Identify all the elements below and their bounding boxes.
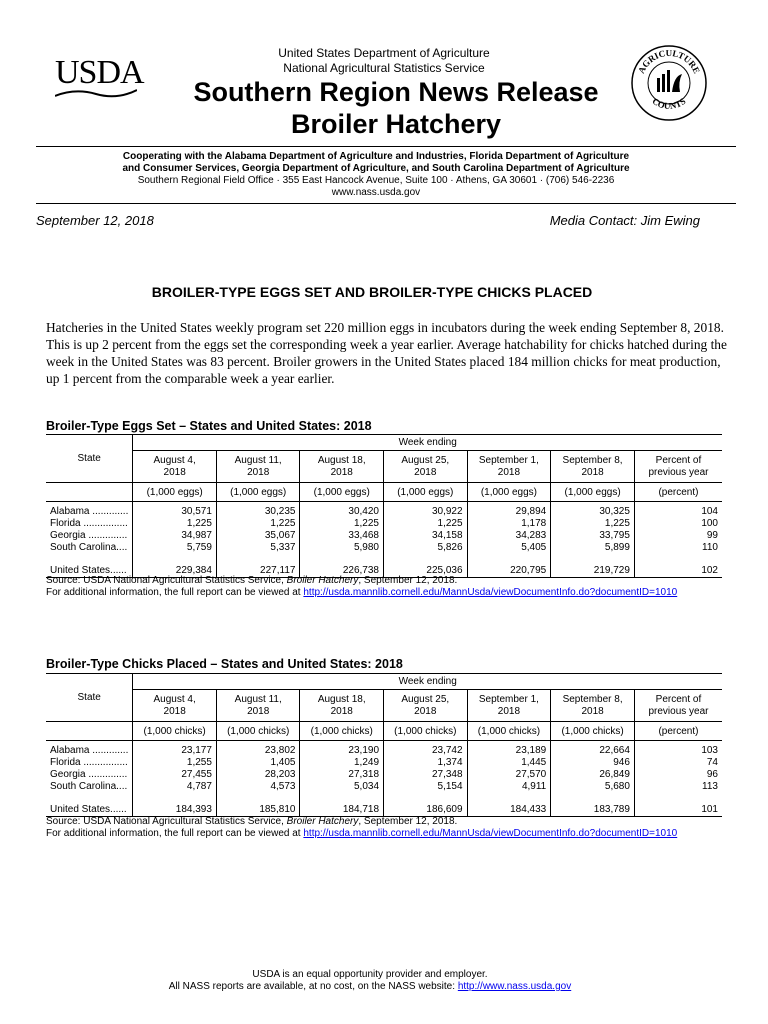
eggs-source: Source: USDA National Agricultural Statistics Service, Broiler Hatchery, September 12, 2018. — [46, 575, 458, 586]
value-cell: 1,249 — [300, 757, 384, 769]
week-header: September 1, 2018 — [467, 690, 551, 722]
unit-label: (1,000 chicks) — [300, 722, 384, 741]
unit-label: (1,000 chicks) — [384, 722, 468, 741]
value-cell: 185,810 — [216, 803, 300, 817]
percent-cell: 110 — [634, 542, 722, 554]
unit-label: (1,000 chicks) — [133, 722, 217, 741]
unit-label: (1,000 eggs) — [133, 483, 217, 502]
value-cell: 4,787 — [133, 781, 217, 793]
state-header: State — [77, 453, 101, 464]
value-cell: 4,911 — [467, 781, 551, 793]
week-header: September 1, 2018 — [467, 451, 551, 483]
value-cell: 1,255 — [133, 757, 217, 769]
value-cell: 4,573 — [216, 781, 300, 793]
value-cell: 1,225 — [551, 518, 635, 530]
percent-cell: 96 — [634, 769, 722, 781]
agriculture-counts-seal-icon — [630, 44, 708, 122]
value-cell: 23,802 — [216, 745, 300, 757]
dept-line-2: National Agricultural Statistics Service — [283, 61, 485, 75]
value-cell: 1,374 — [384, 757, 468, 769]
value-cell: 5,034 — [300, 781, 384, 793]
table-row — [46, 745, 722, 757]
percent-cell: 100 — [634, 518, 722, 530]
chicks-table — [46, 673, 722, 817]
value-cell: 22,664 — [551, 745, 635, 757]
value-cell: 30,325 — [551, 506, 635, 518]
state-header: State — [77, 692, 101, 703]
unit-label: (1,000 chicks) — [216, 722, 300, 741]
value-cell: 219,729 — [551, 564, 635, 578]
percent-cell: 113 — [634, 781, 722, 793]
seal-top-text: AGRICULTURE — [636, 47, 702, 76]
value-cell: 186,609 — [384, 803, 468, 817]
table-row — [46, 781, 722, 793]
table-row — [46, 530, 722, 542]
unit-label: (percent) — [634, 722, 722, 741]
unit-label: (1,000 eggs) — [551, 483, 635, 502]
unit-label: (1,000 eggs) — [300, 483, 384, 502]
header-rule — [36, 146, 736, 147]
table-row — [46, 542, 722, 554]
value-cell: 184,393 — [133, 803, 217, 817]
value-cell: 26,849 — [551, 769, 635, 781]
coop-line-2: and Consumer Services, Georgia Department of Agriculture, and South Carolina Department of Agriculture — [122, 163, 630, 174]
chicks-table-title: Broiler-Type Chicks Placed – States and United States: 2018 — [46, 657, 403, 671]
value-cell: 27,570 — [467, 769, 551, 781]
percent-header: Percent of previous year — [634, 690, 722, 722]
unit-label: (1,000 eggs) — [216, 483, 300, 502]
value-cell: 5,154 — [384, 781, 468, 793]
state-cell: South Carolina.... — [50, 781, 128, 792]
media-contact: Media Contact: Jim Ewing — [549, 213, 700, 228]
table-row — [46, 769, 722, 781]
value-cell: 30,571 — [133, 506, 217, 518]
week-header: August 18, 2018 — [300, 451, 384, 483]
week-ending-header: Week ending — [133, 435, 722, 451]
state-cell: United States...... — [50, 803, 127, 815]
week-header: September 8, 2018 — [551, 690, 635, 722]
value-cell: 5,826 — [384, 542, 468, 554]
state-cell: Florida ................ — [50, 518, 128, 529]
value-cell: 30,420 — [300, 506, 384, 518]
seal-bottom-text: COUNTS — [650, 95, 688, 112]
usda-logo-text: USDA — [55, 54, 144, 91]
value-cell: 5,405 — [467, 542, 551, 554]
footer — [0, 969, 740, 993]
unit-label: (1,000 eggs) — [467, 483, 551, 502]
week-header: September 8, 2018 — [551, 451, 635, 483]
state-cell: Alabama ............. — [50, 745, 129, 756]
value-cell: 5,899 — [551, 542, 635, 554]
total-row — [46, 803, 722, 817]
value-cell: 227,117 — [216, 564, 300, 578]
value-cell: 29,894 — [467, 506, 551, 518]
week-header: August 25, 2018 — [384, 451, 468, 483]
state-cell: South Carolina.... — [50, 542, 128, 553]
unit-label: (1,000 chicks) — [467, 722, 551, 741]
summary-paragraph: Hatcheries in the United States weekly program set 220 million eggs in incubators during the week ending September 8, 2018. This is up 2 percent from the eggs set the corresponding week a year earlier. Average hatchability for chicks hatched during the week in the United States was 83 percent. Broiler growers in the United States placed 184 million chicks for meat production, up 1 percent from the comparable week a year earlier. — [46, 320, 727, 386]
value-cell: 34,987 — [133, 530, 217, 542]
coop-address: Southern Regional Field Office · 355 East Hancock Avenue, Suite 100 · Athens, GA 30601 · (706) 546-2236 — [137, 175, 615, 186]
value-cell: 229,384 — [133, 564, 217, 578]
value-cell: 5,980 — [300, 542, 384, 554]
value-cell: 27,348 — [384, 769, 468, 781]
nass-website-link[interactable]: http://www.nass.usda.gov — [457, 981, 572, 992]
state-cell: Florida ................ — [50, 757, 128, 768]
state-cell: United States...... — [50, 564, 127, 576]
unit-label: (1,000 chicks) — [551, 722, 635, 741]
state-cell: Alabama ............. — [50, 506, 129, 517]
value-cell: 1,225 — [133, 518, 217, 530]
percent-cell: 104 — [634, 506, 722, 518]
percent-cell: 101 — [634, 803, 722, 817]
chicks-source: Source: USDA National Agricultural Statistics Service, Broiler Hatchery, September 12, 2018. — [46, 816, 458, 827]
value-cell: 35,067 — [216, 530, 300, 542]
table-row — [46, 518, 722, 530]
value-cell: 220,795 — [467, 564, 551, 578]
coop-line-1: Cooperating with the Alabama Department of Agriculture and Industries, Florida Department of Agriculture — [122, 151, 630, 162]
week-header: August 25, 2018 — [384, 690, 468, 722]
percent-cell: 74 — [634, 757, 722, 769]
value-cell: 33,795 — [551, 530, 635, 542]
table-row — [46, 506, 722, 518]
value-cell: 23,742 — [384, 745, 468, 757]
unit-label: (percent) — [634, 483, 722, 502]
value-cell: 34,158 — [384, 530, 468, 542]
value-cell: 946 — [551, 757, 635, 769]
value-cell: 1,178 — [467, 518, 551, 530]
eggs-table — [46, 434, 722, 578]
value-cell: 5,680 — [551, 781, 635, 793]
footer-line-1: USDA is an equal opportunity provider and employer. — [252, 969, 488, 980]
value-cell: 27,318 — [300, 769, 384, 781]
value-cell: 1,445 — [467, 757, 551, 769]
value-cell: 34,283 — [467, 530, 551, 542]
eggs-report-link[interactable]: http://usda.mannlib.cornell.edu/MannUsda/viewDocumentInfo.do?documentID=1010 — [303, 587, 678, 598]
unit-label: (1,000 eggs) — [384, 483, 468, 502]
week-header: August 11, 2018 — [216, 690, 300, 722]
value-cell: 27,455 — [133, 769, 217, 781]
week-header: August 18, 2018 — [300, 690, 384, 722]
percent-cell: 103 — [634, 745, 722, 757]
eggs-table-title: Broiler-Type Eggs Set – States and United States: 2018 — [46, 419, 372, 433]
percent-cell: 99 — [634, 530, 722, 542]
state-cell: Georgia .............. — [50, 769, 128, 780]
value-cell: 23,189 — [467, 745, 551, 757]
value-cell: 5,337 — [216, 542, 300, 554]
value-cell: 1,405 — [216, 757, 300, 769]
value-cell: 1,225 — [216, 518, 300, 530]
release-date: September 12, 2018 — [36, 213, 154, 228]
footer-line-2: All NASS reports are available, at no cost, on the NASS website: http://www.nass.usda.gov — [168, 981, 572, 992]
value-cell: 226,738 — [300, 564, 384, 578]
state-cell: Georgia .............. — [50, 530, 128, 541]
coop-rule — [36, 203, 736, 204]
section-heading: BROILER-TYPE EGGS SET AND BROILER-TYPE CHICKS PLACED — [151, 284, 593, 300]
value-cell: 23,190 — [300, 745, 384, 757]
coop-website: www.nass.usda.gov — [331, 187, 421, 198]
table-row — [46, 757, 722, 769]
value-cell: 184,718 — [300, 803, 384, 817]
value-cell: 1,225 — [300, 518, 384, 530]
value-cell: 33,468 — [300, 530, 384, 542]
eggs-more-info: For additional information, the full report can be viewed at http://usda.mannlib.cornell.edu/MannUsda/viewDocumentInfo.do?documentID=1010 — [46, 587, 678, 598]
value-cell: 5,759 — [133, 542, 217, 554]
chicks-more-info: For additional information, the full report can be viewed at http://usda.mannlib.cornell.edu/MannUsda/viewDocumentInfo.do?documentID=1010 — [46, 828, 678, 839]
week-header: August 11, 2018 — [216, 451, 300, 483]
value-cell: 183,789 — [551, 803, 635, 817]
value-cell: 225,036 — [384, 564, 468, 578]
value-cell: 30,235 — [216, 506, 300, 518]
percent-header: Percent of previous year — [634, 451, 722, 483]
value-cell: 30,922 — [384, 506, 468, 518]
value-cell: 184,433 — [467, 803, 551, 817]
release-subtitle: Broiler Hatchery — [290, 109, 502, 139]
release-title: Southern Region News Release — [193, 77, 599, 107]
chicks-report-link[interactable]: http://usda.mannlib.cornell.edu/MannUsda/viewDocumentInfo.do?documentID=1010 — [303, 828, 678, 839]
week-header: August 4, 2018 — [133, 451, 217, 483]
value-cell: 23,177 — [133, 745, 217, 757]
week-ending-header: Week ending — [133, 674, 722, 690]
dept-line-1: United States Department of Agriculture — [278, 46, 490, 60]
value-cell: 28,203 — [216, 769, 300, 781]
percent-cell: 102 — [634, 564, 722, 578]
week-header: August 4, 2018 — [133, 690, 217, 722]
value-cell: 1,225 — [384, 518, 468, 530]
